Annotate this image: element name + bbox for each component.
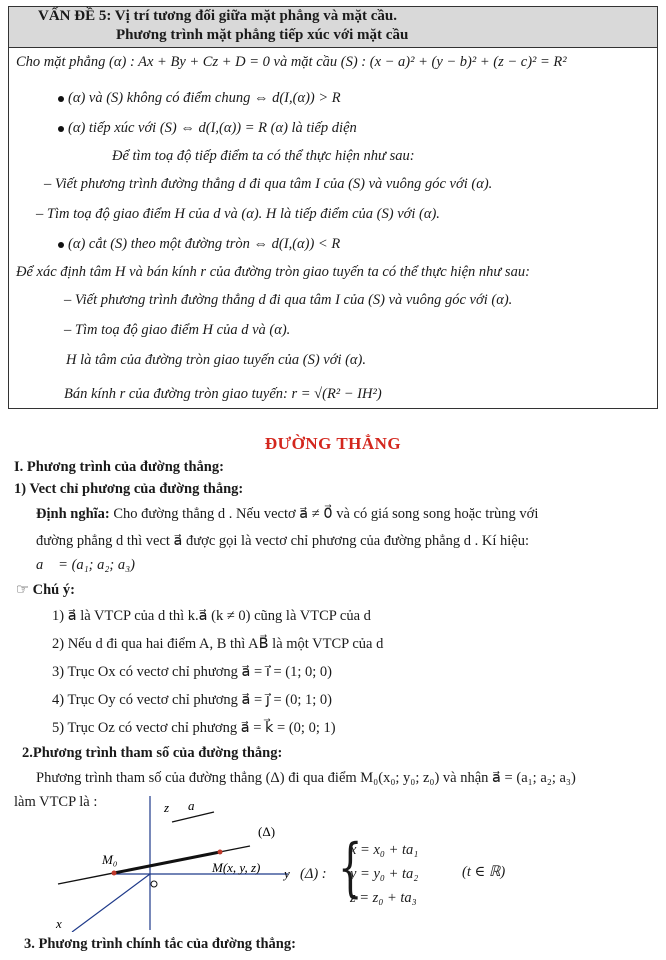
tangent-step-1: – Viết phương trình đường thẳng d đi qua tâm I của (S) và vuông góc với (α). <box>44 176 493 192</box>
definition-line-3: a⃗ = (a₁; a₂; a₃) <box>36 557 136 573</box>
param-text-1: Phương trình tham số của đường thẳng (Δ) đi qua điểm M₀(x₀; y₀; z₀) và nhận a⃗ = (a₁; a₂; a₃) <box>36 770 576 786</box>
header-title-line-1: VẤN ĐỀ 5: Vị trí tương đối giữa mặt phẳng và mặt cầu. <box>38 8 397 24</box>
note-item: 5) Trục Oz có vectơ chỉ phương a⃗ = k⃗ = (0; 0; 1) <box>52 720 336 736</box>
note-label: Chú ý: <box>32 582 75 598</box>
equation-label: (Δ) : <box>300 866 327 882</box>
heading-3: 3. Phương trình chính tắc của đường thẳng: <box>24 936 296 952</box>
header-title-line-2: Phương trình mặt phẳng tiếp xúc với mặt cầu <box>116 27 409 43</box>
delta-label: (Δ) <box>258 824 276 839</box>
note-item: 1) a⃗ là VTCP của d thì k.a⃗ (k ≠ 0) cũng là VTCP của d <box>52 608 371 624</box>
case-intersect-text: (α) cắt (S) theo một đường tròn ⇔ d(I,(α)) < R <box>68 236 341 252</box>
m-label: M(x, y, z) <box>212 860 261 875</box>
note-heading <box>16 582 75 599</box>
equation-x: x = x₀ + ta₁ <box>350 842 419 858</box>
equation-z: z = z₀ + ta₃ <box>350 890 417 906</box>
definition-line-1 <box>36 506 538 523</box>
note-item: 4) Trục Oy có vectơ chỉ phương a⃗ = j⃗ = (0; 1; 0) <box>52 692 333 708</box>
param-text-2: làm VTCP là : <box>14 794 98 810</box>
radius-formula: Bán kính r của đường tròn giao tuyến: r = √(R² − IH²) <box>64 386 382 402</box>
circle-step-2: – Tìm toạ độ giao điểm H của d và (α). <box>64 322 291 338</box>
definition-text-1: Cho đường thẳng d . Nếu vectơ a⃗ ≠ 0⃗ và có giá song song hoặc trùng với <box>109 506 539 522</box>
heading-2: 2.Phương trình tham số của đường thẳng: <box>22 745 283 761</box>
origin-mark <box>151 881 157 887</box>
z-axis-label: z <box>164 800 170 815</box>
case-intersect <box>58 236 340 253</box>
case-no-intersection-text: (α) và (S) không có điểm chung ⇔ d(I,(α)) > R <box>68 90 341 106</box>
x-axis-label: x <box>56 916 62 931</box>
case-tangent-text: (α) tiếp xúc với (S) ⇔ d(I,(α)) = R (α) là tiếp diện <box>68 120 357 136</box>
point-m0 <box>112 871 117 876</box>
heading-I: I. Phương trình của đường thẳng: <box>14 459 224 475</box>
equation-y: y = y₀ + ta₂ <box>350 866 419 882</box>
m0-label: M₀ <box>102 852 118 867</box>
tangent-step-2: – Tìm toạ độ giao điểm H của d và (α). H là tiếp điểm của (S) với (α). <box>36 206 440 222</box>
intro-line: Cho mặt phẳng (α) : Ax + By + Cz + D = 0 và mặt cầu (S) : (x − a)² + (y − b)² + (z − c)² = R² <box>16 54 567 70</box>
note-item: 3) Trục Ox có vectơ chỉ phương a⃗ = i⃗ = (1; 0; 0) <box>52 664 333 680</box>
note-item: 2) Nếu d đi qua hai điểm A, B thì AB⃗ là một VTCP của d <box>52 636 384 652</box>
vector-a <box>172 812 214 822</box>
heading-1: 1) Vect chỉ phương của đường thẳng: <box>14 481 244 497</box>
brace-icon: { <box>338 831 363 905</box>
bullet-icon <box>58 96 64 102</box>
circle-step-1: – Viết phương trình đường thẳng d đi qua tâm I của (S) và vuông góc với (α). <box>64 292 513 308</box>
tangent-intro: Để tìm toạ độ tiếp điểm ta có thể thực hiện như sau: <box>112 148 415 164</box>
definition-line-2: đường phẳng d thì vect a⃗ được gọi là vectơ chỉ phương của đường phẳng d . Kí hiệu: <box>36 533 530 549</box>
circle-step-3: H là tâm của đường tròn giao tuyến của (S) với (α). <box>66 352 366 368</box>
case-tangent <box>58 120 357 137</box>
line-diagram <box>52 792 292 932</box>
y-axis-label: y <box>284 866 290 881</box>
bullet-icon <box>58 242 64 248</box>
case-no-intersection <box>58 90 341 107</box>
equation-condition: (t ∈ ℝ) <box>462 864 506 880</box>
circle-intro: Để xác định tâm H và bán kính r của đường tròn giao tuyến ta có thể thực hiện như sau: <box>16 264 530 280</box>
definition-label: Định nghĩa: <box>36 506 110 522</box>
x-axis <box>72 874 150 932</box>
section-title: ĐƯỜNG THẲNG <box>264 434 402 453</box>
bullet-icon <box>58 126 64 132</box>
pointing-hand-icon: ☞ <box>16 582 29 598</box>
point-m <box>218 850 223 855</box>
vector-a-label: a⃗ <box>188 798 205 813</box>
segment-m0-m <box>114 852 220 873</box>
